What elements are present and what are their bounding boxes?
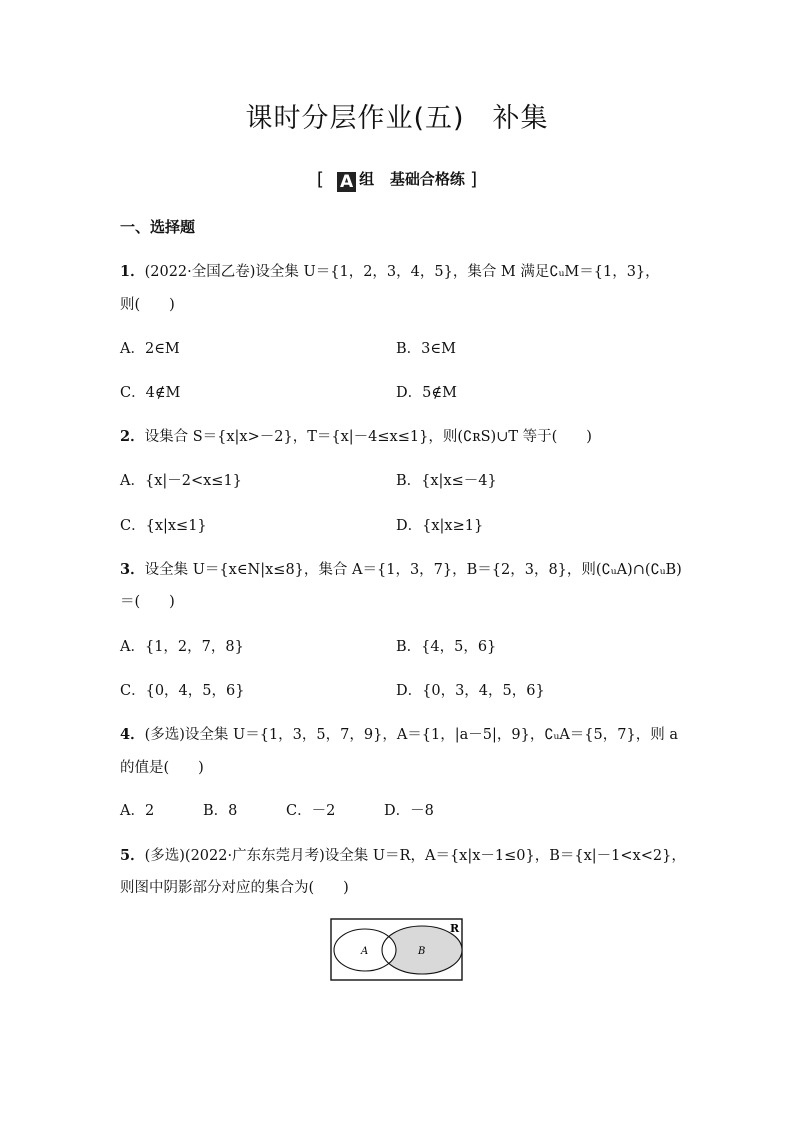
question-5-line-1 — [120, 844, 686, 865]
question-2-option-b: B．{x|x≤－4} — [396, 473, 497, 489]
question-1-option-a: A．2∈M — [120, 341, 180, 357]
venn-set-a-label: A — [361, 946, 369, 957]
question-5-text-2: 则图中阴影部分对应的集合为( ) — [120, 880, 349, 896]
question-4-text-2: 的值是( ) — [120, 760, 204, 776]
question-3-option-b: B．{4，5，6} — [396, 639, 497, 655]
venn-set-b-label: B — [418, 946, 426, 957]
question-3-text-1: 设全集 U＝{x∈N|x≤8}，集合 A＝{1，3，7}，B＝{2，3，8}，则(∁ᵤA)∩(∁ᵤB) — [144, 562, 682, 578]
question-2-option-d: D．{x|x≥1} — [396, 518, 484, 534]
question-4-option-d: D．－8 — [384, 803, 434, 819]
question-2-option-a: A．{x|－2<x≤1} — [120, 473, 242, 489]
group-label: 组 — [359, 170, 375, 188]
venn-diagram — [330, 918, 464, 982]
section-heading: 一、选择题 — [120, 218, 196, 236]
question-4-number: 4． — [120, 726, 145, 743]
question-1-option-d: D．5∉M — [396, 385, 457, 401]
question-2-option-c: C．{x|x≤1} — [120, 518, 207, 534]
question-4-option-b: B．8 — [203, 803, 238, 819]
question-3-option-c: C．{0，4，5，6} — [120, 683, 245, 699]
group-header — [0, 168, 794, 192]
page-title: 课时分层作业(五) 补集 — [245, 103, 549, 134]
question-3-number: 3． — [120, 561, 145, 578]
question-1-number: 1． — [120, 263, 145, 280]
question-4-option-a: A．2 — [120, 803, 155, 819]
question-1-option-c: C．4∉M — [120, 385, 181, 401]
question-1-line-1 — [120, 260, 660, 281]
question-4-text-1: (多选)设全集 U＝{1，3，5，7，9}，A＝{1，|a－5|，9}，∁ᵤA＝{5，7}，则 a — [144, 727, 678, 743]
question-5-text-1: (多选)(2022·广东东莞月考)设全集 U＝R，A＝{x|x－1≤0}，B＝{x|－1<x<2}， — [144, 848, 686, 864]
question-2-number: 2． — [120, 428, 145, 445]
venn-universe-label: R — [450, 922, 460, 935]
question-2-text-1: 设集合 S＝{x|x>－2}，T＝{x|－4≤x≤1}，则(∁ʀS)∪T 等于( ) — [144, 429, 592, 445]
group-open-bracket: [ — [316, 169, 324, 190]
question-1-text-2: 则( ) — [120, 297, 175, 313]
question-1-text-1: (2022·全国乙卷)设全集 U＝{1，2，3，4，5}，集合 M 满足∁ᵤM＝{1，3}， — [144, 264, 660, 280]
question-3-option-d: D．{0，3，4，5，6} — [396, 683, 545, 699]
group-badge: A — [337, 172, 356, 192]
question-4-option-c: C．－2 — [286, 803, 336, 819]
group-close-bracket: ] — [470, 169, 478, 190]
question-1-option-b: B．3∈M — [396, 341, 456, 357]
group-text: 基础合格练 — [389, 170, 465, 188]
question-4-line-1 — [120, 723, 678, 744]
question-5-number: 5． — [120, 847, 145, 864]
question-3-text-2: ＝( ) — [120, 594, 175, 610]
question-2-line-1 — [120, 425, 592, 446]
question-3-line-1 — [120, 558, 682, 579]
question-3-option-a: A．{1，2，7，8} — [120, 639, 244, 655]
